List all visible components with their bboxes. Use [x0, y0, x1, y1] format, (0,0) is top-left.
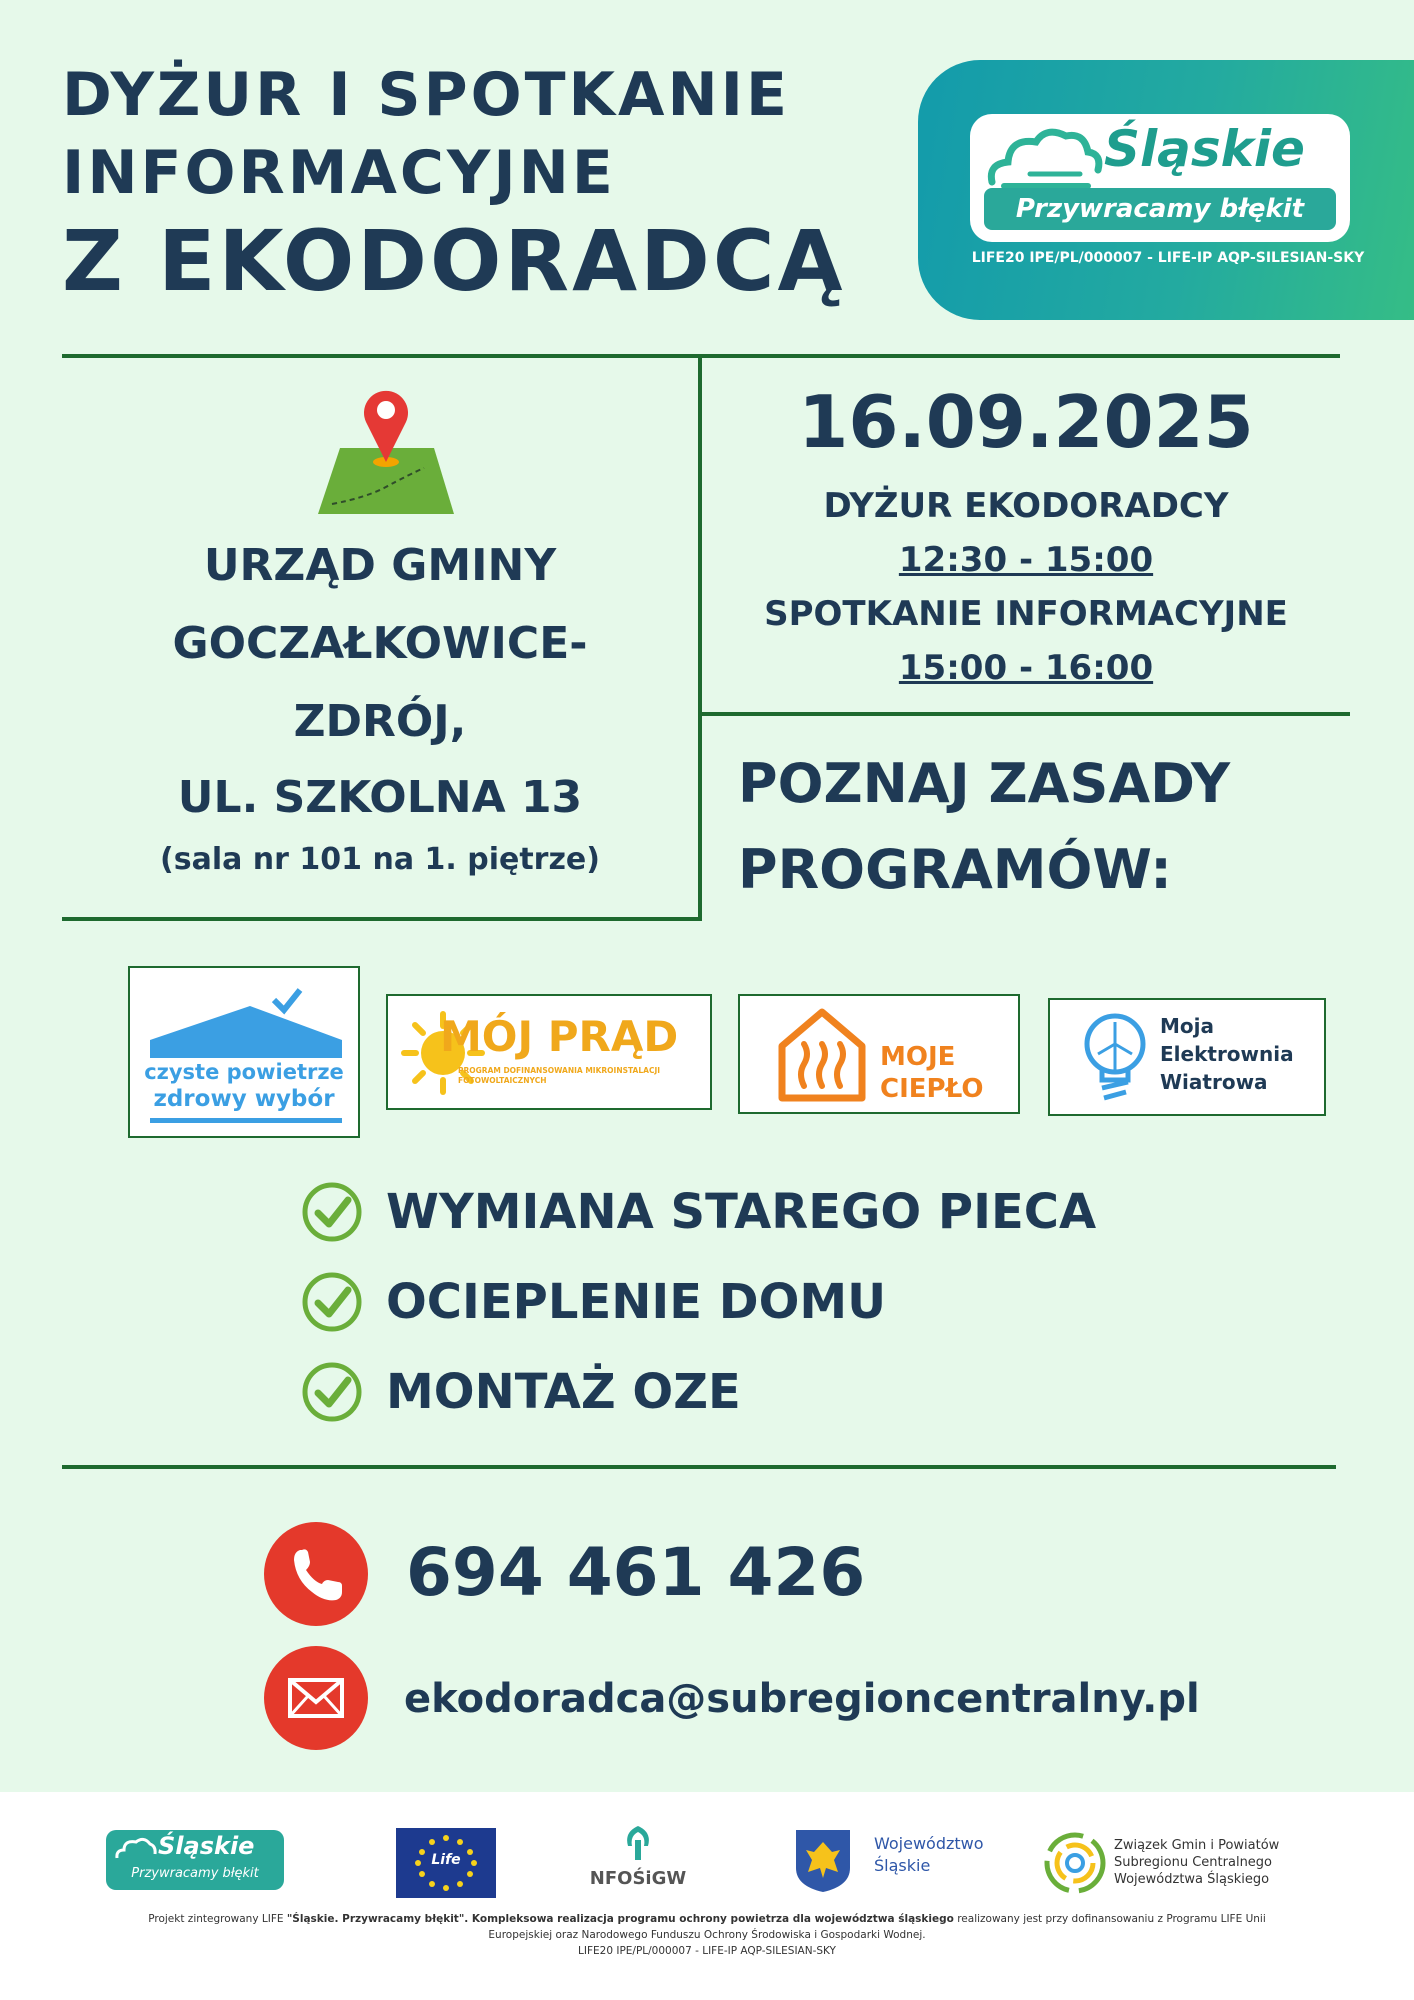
- programs-heading-2: PROGRAMÓW:: [738, 838, 1172, 901]
- checklist-item: [300, 1270, 886, 1334]
- duty-label: DYŻUR EKODORADCY: [823, 486, 1229, 526]
- title-line-2: INFORMACYJNE: [62, 138, 616, 208]
- program-moja-elektrownia-wiatrowa: [1048, 998, 1326, 1116]
- footer-fine-print-3: LIFE20 IPE/PL/000007 - LIFE-IP AQP-SILESIAN-SKY: [578, 1945, 836, 1957]
- duty-time: 12:30 - 15:00: [898, 540, 1154, 580]
- programs-heading-1: POZNAJ ZASADY: [738, 752, 1231, 815]
- phone-number[interactable]: 694 461 426: [406, 1534, 866, 1611]
- wind-turbine-bulb-icon: [1080, 1010, 1150, 1106]
- rule-bottom: [62, 1465, 1336, 1469]
- wiatr-line-3: Wiatrowa: [1160, 1070, 1268, 1094]
- brand-name: Śląskie: [1104, 120, 1305, 178]
- checklist-text: MONTAŻ OZE: [386, 1364, 741, 1420]
- title-line-3: Z EKODORADCĄ: [62, 212, 846, 310]
- zwiazek-line-1: Związek Gmin i Powiatów: [1114, 1838, 1280, 1853]
- footer-logo-slaskie-name: Śląskie: [158, 1832, 255, 1860]
- prad-title: MÓJ PRĄD: [440, 1012, 679, 1061]
- checklist-item: [300, 1360, 741, 1424]
- fine-part-a: Projekt zintegrowany LIFE: [148, 1913, 287, 1925]
- footer-logo-slaskie: [106, 1830, 284, 1890]
- checklist-text: WYMIANA STAREGO PIECA: [386, 1184, 1097, 1240]
- prad-sub-2: FOTOWOLTAICZNYCH: [458, 1076, 547, 1085]
- nfosigw-text: NFOŚiGW: [589, 1868, 687, 1889]
- program-moje-cieplo: [738, 994, 1020, 1114]
- house-check-icon: [150, 988, 342, 1058]
- zwiazek-line-2: Subregionu Centralnego: [1114, 1855, 1273, 1870]
- brand-badge: [918, 60, 1414, 320]
- location-note: (sala nr 101 na 1. piętrze): [160, 842, 600, 877]
- checklist-item: [300, 1180, 1096, 1244]
- phone-icon[interactable]: [264, 1522, 368, 1626]
- check-icon: [300, 1180, 364, 1244]
- brand-slogan: [984, 188, 1336, 230]
- email-address[interactable]: ekodoradca@subregioncentralny.pl: [404, 1676, 1200, 1722]
- rule-mid-right: [702, 712, 1350, 716]
- cloud-logo-icon: [984, 124, 1104, 194]
- rule-mid-left: [62, 917, 702, 921]
- event-date: 16.09.2025: [798, 380, 1254, 464]
- heat-house-icon: [776, 1006, 868, 1102]
- meeting-time: 15:00 - 16:00: [898, 648, 1154, 688]
- fine-part-b: "Śląskie. Przywracamy błękit". Kompleksowa realizacja programu ochrony powietrza dla województwa śląskiego: [286, 1913, 954, 1925]
- woj-line-1: Województwo: [874, 1834, 984, 1853]
- brand-badge-card: [970, 114, 1350, 242]
- brand-code: LIFE20 IPE/PL/000007 - LIFE-IP AQP-SILESIAN-SKY: [971, 250, 1365, 266]
- email-icon[interactable]: [264, 1646, 368, 1750]
- footer-logo-slaskie-slogan: Przywracamy błękit: [131, 1866, 259, 1881]
- wiatr-line-1: Moja: [1160, 1014, 1214, 1038]
- prad-sub-1: PROGRAM DOFINANSOWANIA MIKROINSTALACJI: [458, 1066, 661, 1075]
- czyste-line-1: czyste powietrze: [144, 1060, 344, 1084]
- footer: [0, 1792, 1414, 2000]
- nfosigw-logo-icon: [618, 1822, 658, 1862]
- footer-fine-print-2: Europejskiej oraz Narodowego Funduszu Ochrony Środowiska i Gospodarki Wodnej.: [488, 1929, 926, 1941]
- cieplo-line-1: MOJE: [880, 1042, 956, 1072]
- czyste-underline: [150, 1118, 342, 1123]
- map-pin-icon: [314, 382, 458, 518]
- brand-slogan-text: Przywracamy błękit: [1015, 194, 1305, 224]
- cieplo-line-2: CIEPŁO: [880, 1074, 984, 1104]
- cloud-logo-icon: [114, 1836, 158, 1862]
- location-line-3: ZDRÓJ,: [293, 696, 467, 747]
- woj-slaskie-coat-of-arms: [794, 1828, 852, 1894]
- czyste-line-2: zdrowy wybór: [153, 1086, 335, 1112]
- zwiazek-gmin-logo: [1042, 1830, 1108, 1896]
- check-icon: [300, 1270, 364, 1334]
- location-line-2: GOCZAŁKOWICE-: [172, 618, 588, 669]
- location-line-1: URZĄD GMINY: [203, 540, 557, 591]
- woj-line-2: Śląskie: [874, 1856, 931, 1875]
- title-line-1: DYŻUR I SPOTKANIE: [62, 60, 790, 130]
- footer-fine-print-1: [40, 1912, 1374, 1927]
- location-line-4: UL. SZKOLNA 13: [177, 772, 583, 823]
- wiatr-line-2: Elektrownia: [1160, 1042, 1294, 1066]
- zwiazek-line-3: Województwa Śląskiego: [1114, 1872, 1270, 1887]
- program-moj-prad: [386, 994, 712, 1110]
- meeting-label: SPOTKANIE INFORMACYJNE: [764, 594, 1288, 634]
- checklist-text: OCIEPLENIE DOMU: [386, 1274, 887, 1330]
- fine-part-c: realizowany jest przy dofinansowaniu z Programu LIFE Unii: [953, 1913, 1266, 1925]
- program-czyste-powietrze: [128, 966, 360, 1138]
- eu-life-text: Life: [431, 1852, 461, 1868]
- check-icon: [300, 1360, 364, 1424]
